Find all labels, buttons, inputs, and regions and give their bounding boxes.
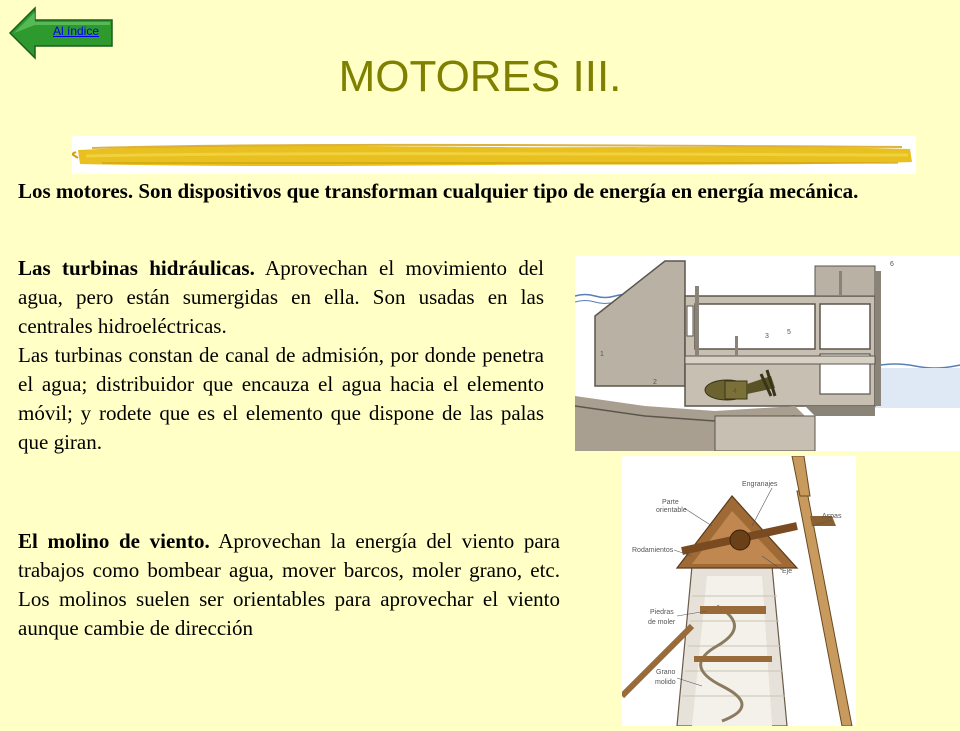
turbine-diagram-number-4: 4 [733, 388, 737, 395]
windmill-label-molido: molido [655, 679, 676, 686]
windmill-term: El molino de viento. [18, 529, 210, 553]
windmill-label-engranajes: Engranajes [742, 481, 778, 488]
windmill-label-piedras: Piedras [650, 609, 674, 616]
windmill-label-aspas: Aspas [822, 513, 842, 520]
windmill-diagram [622, 456, 856, 726]
turbine-diagram-number-1: 1 [600, 351, 604, 358]
intro-term: Los motores [18, 179, 128, 203]
windmill-label-parte: Parte [662, 499, 679, 506]
windmill-label-grano: Grano [656, 669, 676, 676]
windmill-text: Aprovechan la energía del viento para trabajos como bombear agua, mover barcos, moler grano, etc. Los molinos suelen ser orientables para aprovechar el viento aunque cambie de dirección [18, 529, 560, 640]
turbine-diagram [575, 256, 960, 451]
turbine-diagram-number-6: 6 [890, 261, 894, 268]
intro-paragraph [18, 176, 936, 206]
windmill-label-rodamientos: Rodamientos [632, 547, 674, 554]
page-title [0, 52, 960, 102]
turbine-text-1: Aprovechan el movimiento del agua, pero están sumergidas en ella. Son usadas en las centrales hidroeléctricas. [18, 256, 544, 338]
windmill-label-orientable: orientable [656, 507, 687, 514]
decorative-banner [72, 136, 916, 174]
turbine-paragraph [18, 254, 544, 457]
windmill-illustration [622, 456, 856, 726]
turbine-text-2: Las turbinas constan de canal de admisión, por donde penetra el agua; distribuidor que encauza el agua hacia el elemento móvil; y rodete que es el elemento que dispone de las palas que giran. [18, 343, 544, 454]
intro-definition: . Son dispositivos que transforman cualquier tipo de energía en energía mecánica. [127, 179, 859, 203]
brush-stroke-divider [72, 136, 916, 174]
turbine-diagram-number-3: 3 [765, 333, 769, 340]
hydraulic-turbine-illustration [575, 256, 960, 451]
title-text: MOTORES III. [338, 52, 622, 101]
turbine-diagram-number-5: 5 [787, 329, 791, 336]
windmill-label-de-moler: de moler [648, 619, 676, 626]
turbine-diagram-number-2: 2 [653, 379, 657, 386]
windmill-label-eje: Eje [782, 568, 793, 575]
back-to-index-link[interactable]: Al índice [52, 24, 100, 38]
turbine-term: Las turbinas hidráulicas. [18, 256, 255, 280]
windmill-paragraph [18, 527, 560, 643]
